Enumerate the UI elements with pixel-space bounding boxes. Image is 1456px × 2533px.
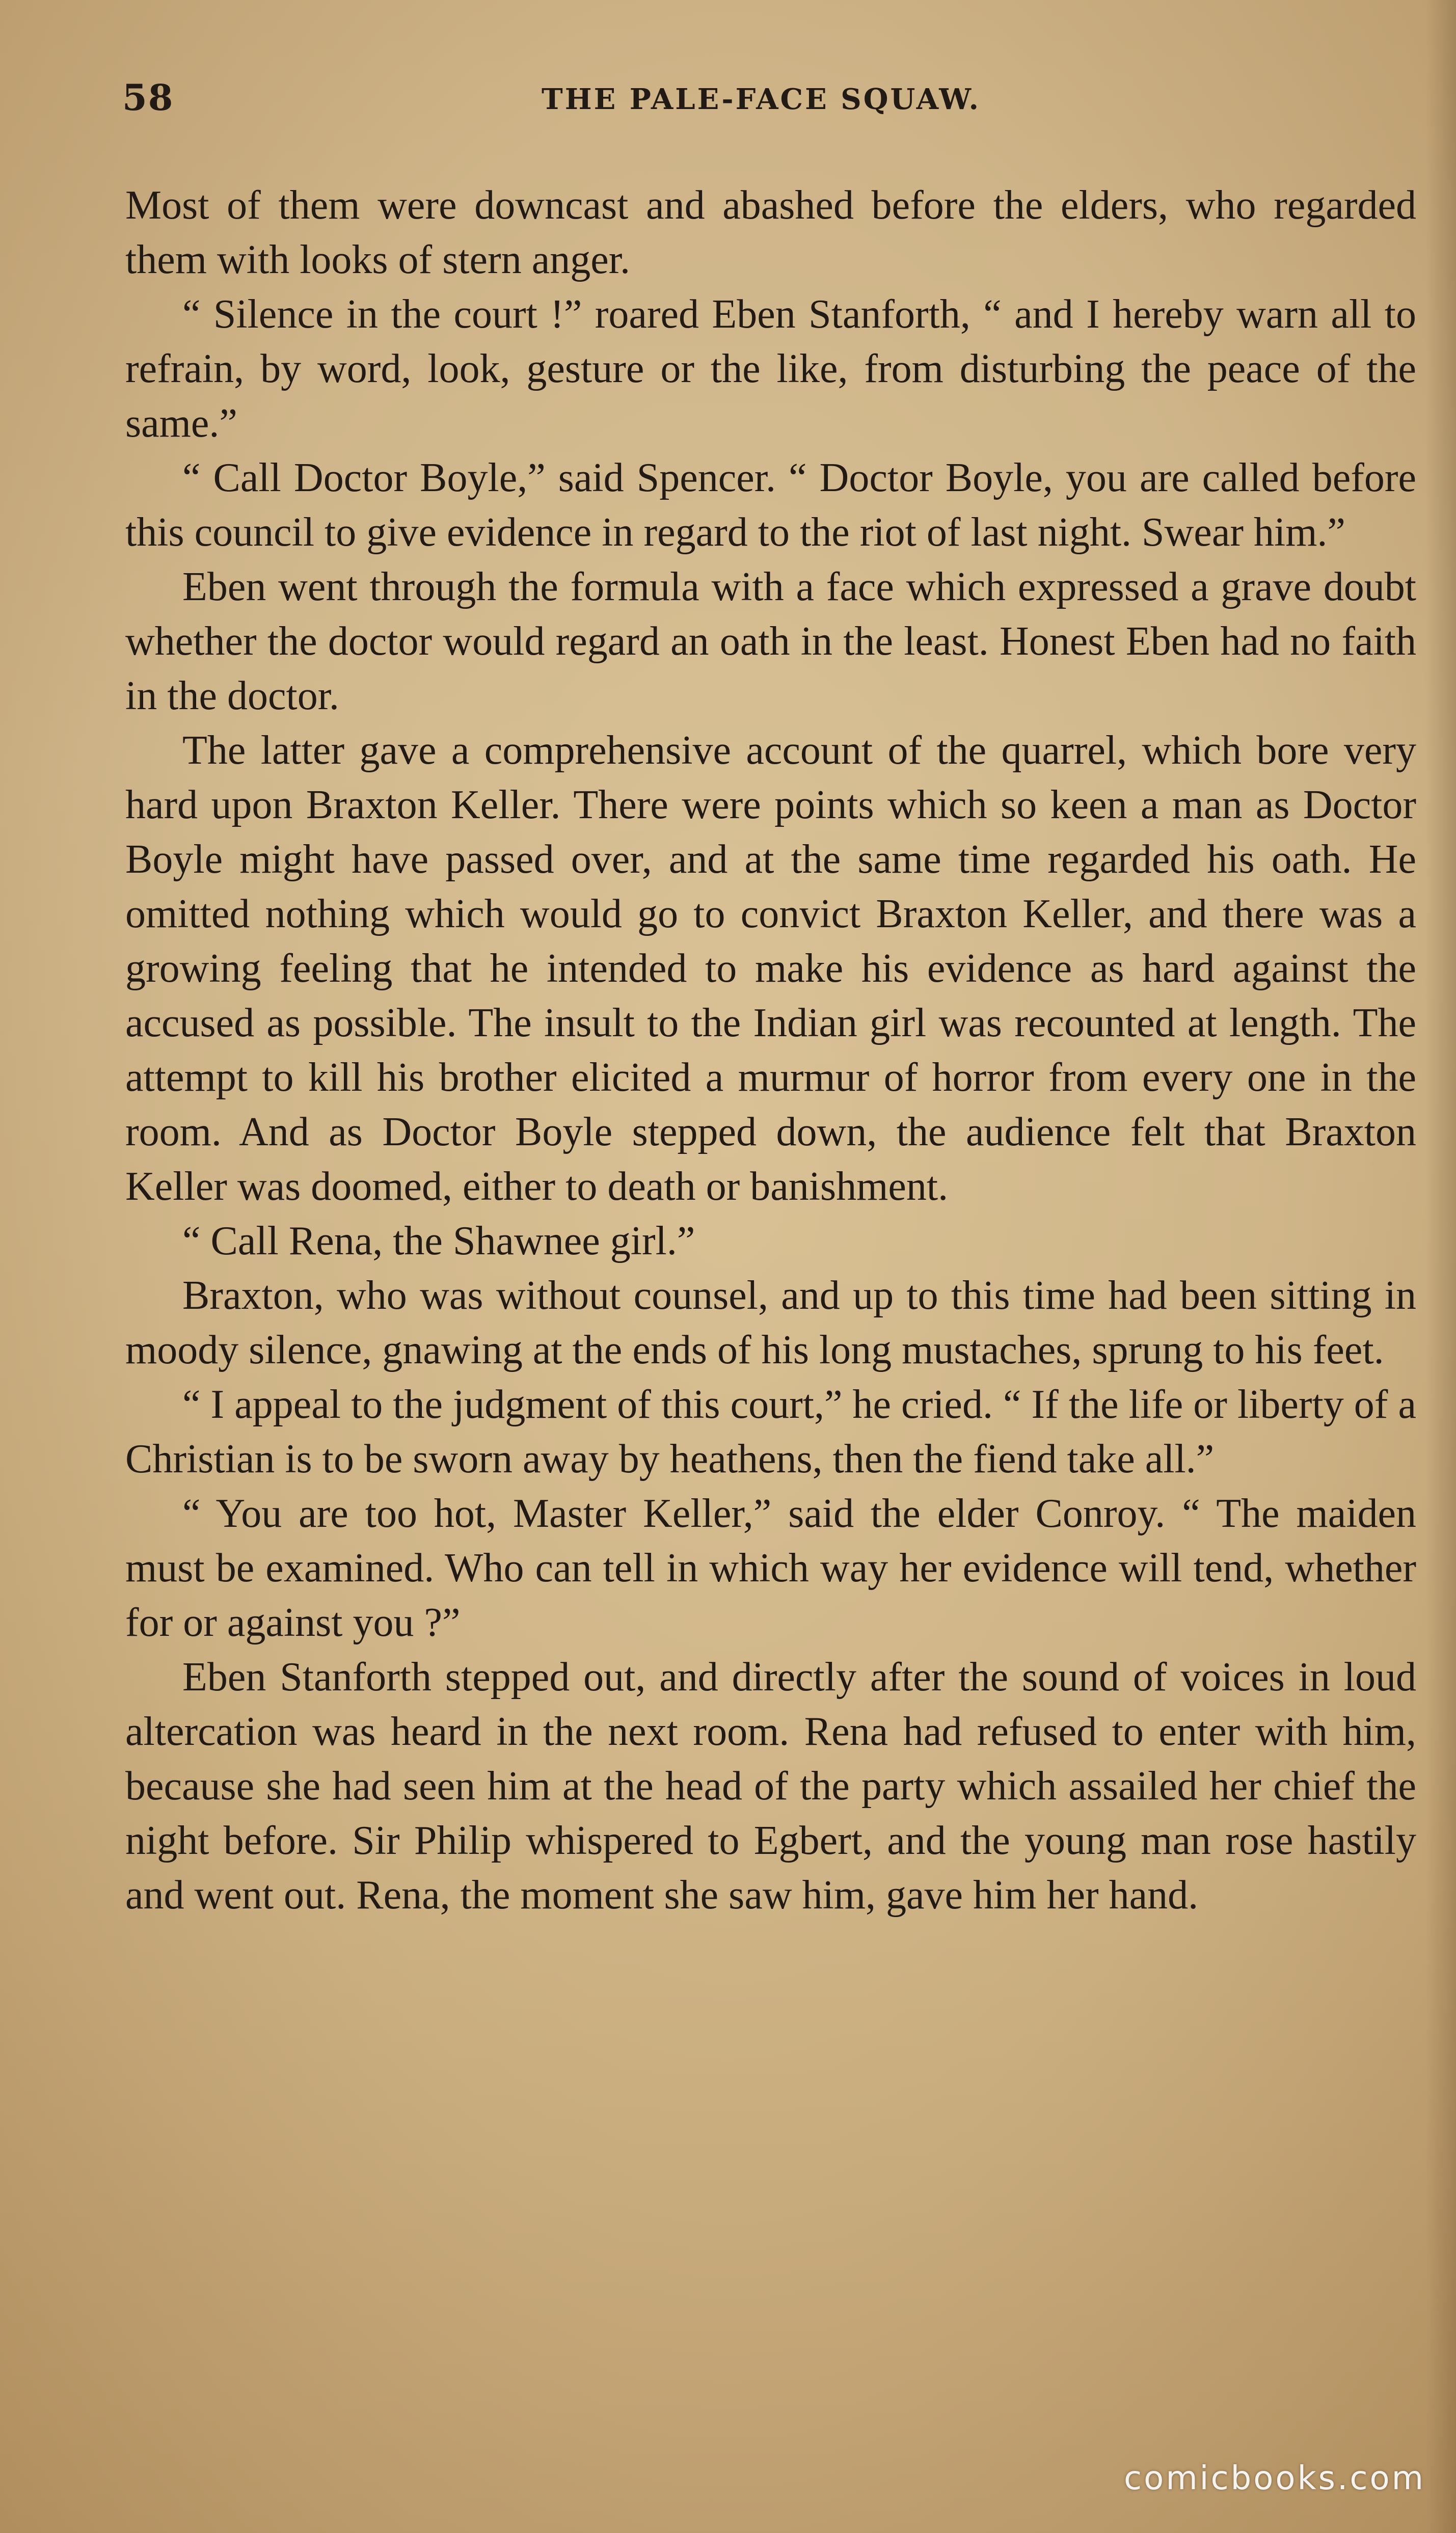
page-header (122, 76, 1400, 132)
paragraph: “ Call Doctor Boyle,” said Spencer. “ Doctor Boyle, you are called before this council to give evidence in regard to the riot of last night. Swear him.” (125, 455, 1416, 555)
page-edge-shadow (1425, 0, 1456, 2533)
paragraph: “ I appeal to the judgment of this court,” he cried. “ If the life or liberty of a Christian is to be sworn away by heathens, then the fiend take all.” (125, 1382, 1416, 1481)
paragraph: “ You are too hot, Master Keller,” said the elder Conroy. “ The maiden must be examined. Who can tell in which way her evidence will tend, whether for or against you ?” (125, 1491, 1416, 1645)
paragraph: Braxton, who was without counsel, and up to this time had been sitting in moody silence, gnawing at the ends of his long mustaches, sprung to his feet. (125, 1273, 1416, 1372)
paragraph: “ Silence in the court !” roared Eben Stanforth, “ and I hereby warn all to refrain, by word, look, gesture or the like, from disturbing the peace of the same.” (125, 292, 1416, 446)
page-number: 58 (122, 76, 174, 119)
running-title: THE PALE-FACE SQUAW. (542, 83, 981, 116)
paragraph: Most of them were downcast and abashed before the elders, who regarded them with looks of stern anger. (125, 183, 1416, 282)
paragraph: “ Call Rena, the Shawnee girl.” (182, 1219, 695, 1263)
site-watermark: comicbooks.com (1123, 2460, 1425, 2497)
paragraph: Eben went through the formula with a face which expressed a grave doubt whether the doctor would regard an oath in the least. Honest Eben had no faith in the doctor. (125, 564, 1416, 718)
body-text (125, 178, 1416, 1923)
paragraph: Eben Stanforth stepped out, and directly after the sound of voices in loud altercation was heard in the next room. Rena had refused to enter with him, because she had seen him at the head of the party which assailed her chief the night before. Sir Philip whispered to Egbert, and the young man rose hastily and went out. Rena, the moment she saw him, gave him her hand. (125, 1655, 1416, 1918)
paragraph: The latter gave a comprehensive account of the quarrel, which bore very hard upon Braxton Keller. There were points which so keen a man as Doctor Boyle might have passed over, and at the same time regarded his oath. He omitted nothing which would go to convict Braxton Keller, and there was a growing feeling that he intended to make his evidence as hard against the accused as possible. The insult to the Indian girl was recounted at length. The attempt to kill his brother elicited a murmur of horror from every one in the room. And as Doctor Boyle stepped down, the audience felt that Braxton Keller was doomed, either to death or banishment. (125, 728, 1416, 1209)
